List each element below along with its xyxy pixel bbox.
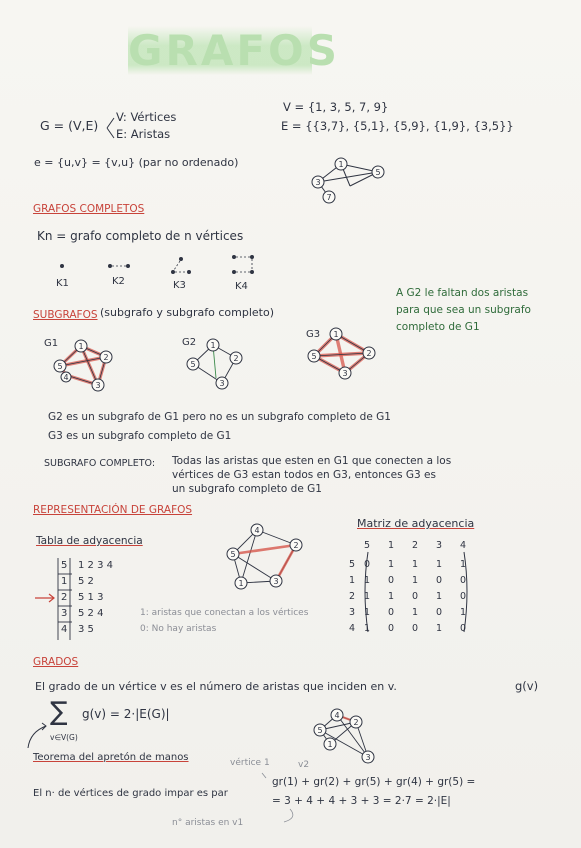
gv-label: g(v) bbox=[515, 679, 539, 693]
example-edge-set: E = {{3,7}, {5,1}, {5,9}, {1,9}, {3,5}} bbox=[281, 119, 514, 133]
matrix-cell: 1 bbox=[459, 559, 467, 570]
matrix-cell: 0 bbox=[459, 575, 467, 586]
subgrafo-def-line-3: un subgrafo completo de G1 bbox=[172, 483, 322, 495]
matrix-cell: 1 bbox=[363, 591, 371, 602]
section-grafos-completos: GRAFOS COMPLETOS bbox=[33, 203, 145, 215]
svg-text:5: 5 bbox=[57, 362, 63, 371]
handshake-formula: g(v) = 2·|E(G)| bbox=[82, 707, 170, 721]
svg-text:2: 2 bbox=[293, 541, 299, 550]
svg-text:1: 1 bbox=[333, 330, 339, 339]
table-row-values: 5 2 bbox=[78, 576, 94, 587]
aristas-label: E: Aristas bbox=[116, 127, 171, 141]
table-row-values: 5 2 4 bbox=[78, 608, 104, 619]
sum-line-2: = 3 + 4 + 4 + 3 + 3 = 2·7 = 2·|E| bbox=[272, 795, 451, 807]
matrix-cell: 0 bbox=[363, 559, 371, 570]
svg-text:3: 3 bbox=[342, 369, 348, 378]
matrix-cell: 0 bbox=[387, 623, 395, 634]
g1-label: G1 bbox=[44, 338, 59, 349]
g3-label: G3 bbox=[306, 329, 321, 340]
table-row-values: 3 5 bbox=[78, 624, 94, 635]
subgrafos-paren: (subgrafo y subgrafo completo) bbox=[100, 306, 274, 319]
sum-line-1: gr(1) + gr(2) + gr(5) + gr(4) + gr(5) = bbox=[272, 776, 476, 788]
matrix-cell: 1 bbox=[363, 623, 371, 634]
kn-definition: Kn = grafo completo de n vértices bbox=[37, 229, 244, 243]
subgrafo-def-line-2: vértices de G3 estan todos en G3, entonces G3 es bbox=[172, 469, 436, 481]
sum-subscript: v∈V(G) bbox=[50, 733, 78, 742]
table-row-key: 3 bbox=[61, 608, 68, 619]
grado-definition: El grado de un vértice v es el número de aristas que inciden en v. bbox=[35, 680, 397, 693]
edge-definition: e = {u,v} = {v,u} (par no ordenado) bbox=[34, 156, 239, 169]
table-row-key: 2 bbox=[61, 592, 68, 603]
matrix-cell: 0 bbox=[435, 575, 443, 586]
example-vertex-set: V = {1, 3, 5, 7, 9} bbox=[283, 100, 389, 114]
svg-text:4: 4 bbox=[334, 711, 340, 720]
matrix-col-header: 2 bbox=[411, 540, 419, 551]
table-row-key: 5 bbox=[61, 560, 68, 571]
table-row-values: 1 2 3 4 bbox=[78, 560, 113, 571]
svg-text:1: 1 bbox=[210, 341, 216, 350]
legend-0: 0: No hay aristas bbox=[140, 624, 217, 634]
svg-text:1: 1 bbox=[327, 740, 333, 749]
subgrafo-line-2: G3 es un subgrafo completo de G1 bbox=[48, 430, 232, 442]
section-grados: GRADOS bbox=[33, 656, 79, 668]
k4-label: K4 bbox=[235, 281, 248, 292]
svg-text:1: 1 bbox=[78, 342, 84, 351]
matrix-cell: 1 bbox=[435, 591, 443, 602]
note-line-2: para que sea un subgrafo bbox=[396, 304, 531, 316]
matrix-cell: 0 bbox=[459, 623, 467, 634]
svg-text:2: 2 bbox=[233, 354, 239, 363]
svg-text:1: 1 bbox=[338, 160, 344, 169]
svg-text:5: 5 bbox=[375, 168, 381, 177]
matrix-cell: 0 bbox=[459, 591, 467, 602]
section-subgrafos: SUBGRAFOS bbox=[33, 309, 98, 321]
svg-text:2: 2 bbox=[353, 718, 359, 727]
table-row-key: 1 bbox=[61, 576, 68, 587]
matrix-cell: 1 bbox=[387, 559, 395, 570]
g2-label: G2 bbox=[182, 337, 197, 348]
matrix-cell: 0 bbox=[435, 607, 443, 618]
svg-text:3: 3 bbox=[315, 178, 321, 187]
k3-label: K3 bbox=[173, 280, 186, 291]
matrix-col-header: 4 bbox=[459, 540, 467, 551]
matrix-cell: 1 bbox=[387, 591, 395, 602]
svg-text:5: 5 bbox=[230, 550, 236, 559]
sum-symbol: ∑ bbox=[50, 697, 68, 727]
section-representacion: REPRESENTACIÓN DE GRAFOS bbox=[33, 504, 193, 516]
matrix-cell: 1 bbox=[411, 559, 419, 570]
matrix-row-header: 3 bbox=[348, 607, 356, 618]
k1-label: K1 bbox=[56, 278, 69, 289]
v2-note: v2 bbox=[298, 760, 310, 770]
matrix-cell: 0 bbox=[411, 591, 419, 602]
matrix-row-header: 5 bbox=[348, 559, 356, 570]
vertices-label: V: Vértices bbox=[116, 110, 177, 124]
matrix-cell: 0 bbox=[387, 607, 395, 618]
page-title: GRAFOS bbox=[128, 26, 340, 75]
legend-1: 1: aristas que conectan a los vértices bbox=[140, 608, 309, 618]
teorema-heading: Teorema del apretón de manos bbox=[33, 752, 189, 763]
matrix-row-header: 2 bbox=[348, 591, 356, 602]
svg-text:5: 5 bbox=[190, 360, 196, 369]
svg-text:3: 3 bbox=[365, 753, 371, 762]
svg-text:2: 2 bbox=[366, 349, 372, 358]
k2-label: K2 bbox=[112, 276, 125, 287]
svg-text:7: 7 bbox=[326, 193, 332, 202]
matrix-cell: 1 bbox=[411, 607, 419, 618]
matrix-col-header: 3 bbox=[435, 540, 443, 551]
teorema-text: El n· de vértices de grado impar es par bbox=[33, 788, 228, 799]
aristas-note: n° aristas en v1 bbox=[172, 818, 244, 828]
subgrafo-line-1: G2 es un subgrafo de G1 pero no es un subgrafo completo de G1 bbox=[48, 411, 391, 423]
svg-text:4: 4 bbox=[254, 526, 260, 535]
svg-text:3: 3 bbox=[273, 577, 279, 586]
vertice-note: vértice 1 bbox=[230, 758, 270, 768]
note-line-3: completo de G1 bbox=[396, 321, 480, 333]
subgrafo-def-line-1: Todas las aristas que esten en G1 que conecten a los bbox=[172, 455, 452, 467]
svg-text:3: 3 bbox=[95, 381, 101, 390]
graph-definition: G = (V,E) bbox=[40, 118, 99, 133]
tabla-heading: Tabla de adyacencia bbox=[36, 535, 143, 547]
svg-text:1: 1 bbox=[238, 579, 244, 588]
svg-text:4: 4 bbox=[63, 373, 69, 382]
note-line-1: A G2 le faltan dos aristas bbox=[396, 287, 529, 299]
subgrafo-completo-label: SUBGRAFO COMPLETO: bbox=[44, 458, 156, 469]
matrix-col-header: 1 bbox=[387, 540, 395, 551]
matrix-cell: 1 bbox=[363, 575, 371, 586]
matrix-cell: 1 bbox=[435, 623, 443, 634]
matrix-cell: 0 bbox=[411, 623, 419, 634]
table-row-key: 4 bbox=[61, 624, 68, 635]
matrix-cell: 1 bbox=[363, 607, 371, 618]
table-row-values: 5 1 3 bbox=[78, 592, 104, 603]
svg-text:5: 5 bbox=[317, 726, 323, 735]
matrix-cell: 0 bbox=[387, 575, 395, 586]
matrix-row-header: 4 bbox=[348, 623, 356, 634]
matrix-row-header: 1 bbox=[348, 575, 356, 586]
svg-text:2: 2 bbox=[103, 353, 109, 362]
matrix-cell: 1 bbox=[411, 575, 419, 586]
svg-text:3: 3 bbox=[219, 379, 225, 388]
matrix-cell: 1 bbox=[435, 559, 443, 570]
matrix-col-header: 5 bbox=[363, 540, 371, 551]
svg-text:5: 5 bbox=[311, 352, 317, 361]
matriz-heading: Matriz de adyacencia bbox=[357, 517, 475, 530]
matrix-cell: 1 bbox=[459, 607, 467, 618]
